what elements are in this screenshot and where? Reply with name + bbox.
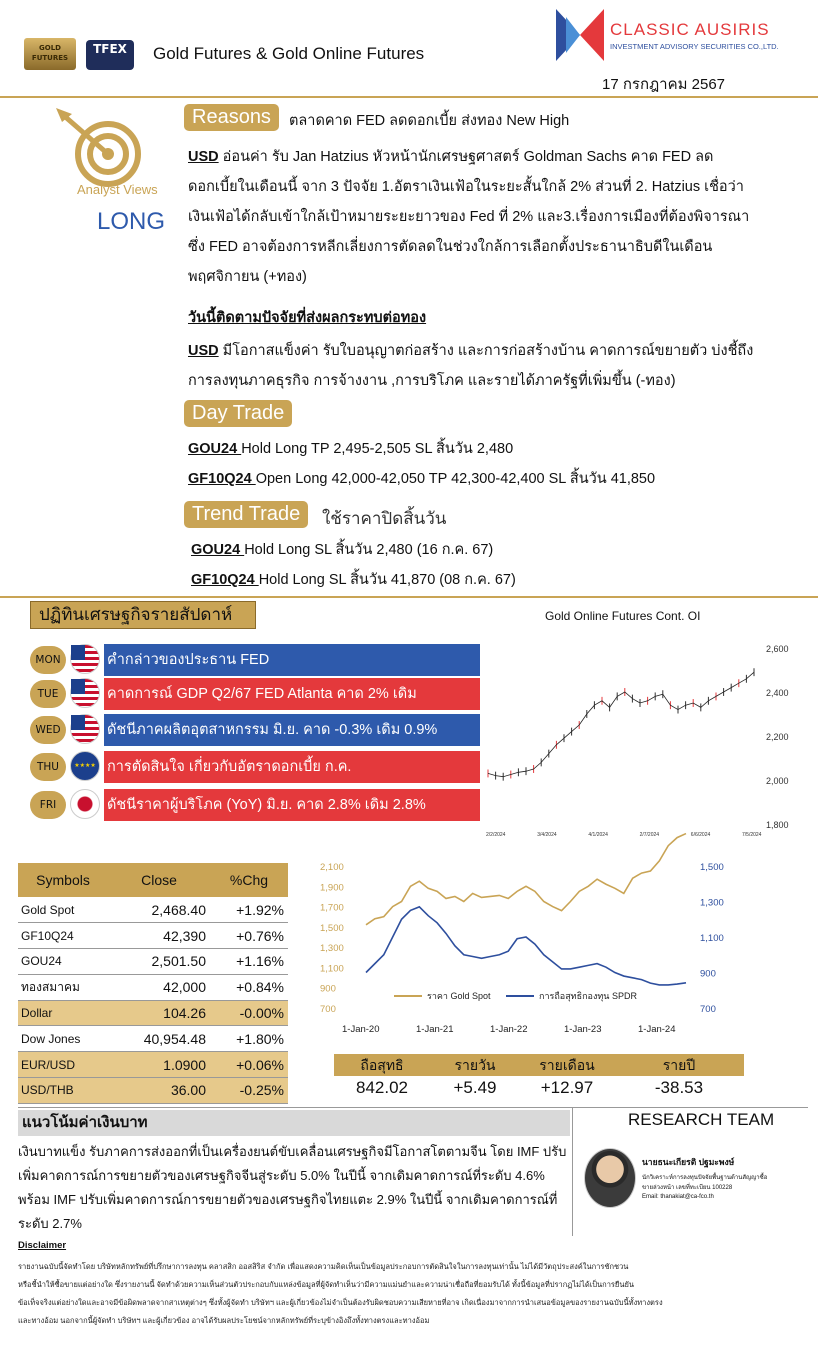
cell-sym: GOU24 xyxy=(18,949,108,975)
target-icon xyxy=(48,108,158,186)
holding-yearly: -38.53 xyxy=(654,1078,704,1097)
eu-flag-icon: ★★★★ xyxy=(70,751,100,781)
calendar-row-thu xyxy=(30,751,480,783)
left-y-tick-label: 2,100 xyxy=(320,862,344,873)
page-title: Gold Futures & Gold Online Futures xyxy=(153,44,425,63)
analyst-line-1: นักวิเคราะห์การลงทุนปัจจัยพื้นฐานด้านสัญญาซื้อ xyxy=(642,1175,768,1181)
trend-trade-item-2: GF10Q24 Hold Long SL สิ้นวัน 41,870 (08 ก.ค. 67) xyxy=(191,572,516,588)
cell-sym: Gold Spot xyxy=(18,897,108,923)
cell-close: 1.0900 xyxy=(108,1052,210,1078)
x-tick-label: 1-Jan-24 xyxy=(638,1024,676,1035)
analyst-views-label: Analyst Views xyxy=(77,182,158,197)
right-y-tick-label: 900 xyxy=(700,968,716,980)
tfex-logo: TFEX xyxy=(86,40,134,70)
spdr-holdings-line xyxy=(366,907,686,985)
cell-chg: +1.92% xyxy=(210,897,288,923)
report-date: 17 กรกฎาคม 2567 xyxy=(602,76,726,93)
trend-trade-item-1: GOU24 Hold Long SL สิ้นวัน 2,480 (16 ก.ค. 67) xyxy=(191,542,494,558)
y-tick-label: 2,600 xyxy=(766,644,789,654)
us-flag-icon xyxy=(70,644,100,674)
cell-close: 104.26 xyxy=(108,1000,210,1026)
cell-sym: GF10Q24 xyxy=(18,923,108,949)
cell-sym: EUR/USD xyxy=(18,1052,108,1078)
table-row xyxy=(18,949,288,975)
cell-close: 2,501.50 xyxy=(108,949,210,975)
today-factors-heading: วันนี้ติดตามปัจจัยที่ส่งผลกระทบต่อทอง xyxy=(188,310,427,326)
company-name: CLASSIC AUSIRIS xyxy=(610,20,770,39)
holding-header-net: ถือสุทธิ xyxy=(334,1054,430,1076)
right-y-tick-label: 1,300 xyxy=(700,897,724,909)
cell-chg: +0.06% xyxy=(210,1052,288,1078)
holding-header-yearly: รายปี xyxy=(614,1054,744,1076)
legend-label: ราคา Gold Spot xyxy=(427,991,491,1001)
left-y-tick-label: 1,100 xyxy=(320,963,344,975)
cell-sym: USD/THB xyxy=(18,1078,108,1104)
research-team-title: RESEARCH TEAM xyxy=(628,1110,775,1129)
cell-close: 42,390 xyxy=(108,923,210,949)
y-tick-label: 2,200 xyxy=(766,732,789,742)
cell-chg: +1.80% xyxy=(210,1026,288,1052)
oi-series-line xyxy=(488,672,754,777)
holding-daily: +5.49 xyxy=(453,1078,497,1097)
day-badge: TUE xyxy=(30,680,66,708)
x-tick-label: 2/7/2024 xyxy=(639,832,660,838)
gold-futures-logo: GOLD FUTURES xyxy=(24,38,76,70)
cell-chg: +1.16% xyxy=(210,949,288,975)
cell-close: 36.00 xyxy=(108,1078,210,1104)
trend-trade-note: ใช้ราคาปิดสิ้นวัน xyxy=(322,509,447,528)
reasons-badge: Reasons xyxy=(184,104,279,131)
holding-header-daily: รายวัน xyxy=(430,1054,520,1076)
calendar-event: การตัดสินใจ เกี่ยวกับอัตราดอกเบี้ย ก.ค. xyxy=(104,751,480,783)
analyst-email: Email: thanakiat@ca-fco.th xyxy=(642,1194,714,1200)
oi-chart-title: Gold Online Futures Cont. OI xyxy=(545,609,701,623)
section-divider xyxy=(0,596,818,598)
day-badge: THU xyxy=(30,753,66,781)
cell-chg: -0.25% xyxy=(210,1078,288,1104)
x-tick-label: 3/4/2024 xyxy=(537,832,557,838)
day-badge: WED xyxy=(30,716,66,744)
calendar-title-box: ปฏิทินเศรษฐกิจรายสัปดาห์ xyxy=(30,601,256,629)
table-row xyxy=(18,1000,288,1026)
right-y-tick-label: 1,500 xyxy=(700,862,724,873)
gold-spot-line xyxy=(366,834,686,925)
left-y-tick-label: 1,500 xyxy=(320,922,344,934)
day-badge: MON xyxy=(30,646,66,674)
cell-chg: +0.76% xyxy=(210,923,288,949)
vertical-divider xyxy=(572,1108,573,1236)
us-flag-icon xyxy=(70,714,100,744)
left-y-tick-label: 1,900 xyxy=(320,882,344,894)
holding-net: 842.02 xyxy=(356,1078,408,1097)
cell-chg: -0.00% xyxy=(210,1000,288,1026)
x-tick-label: 1-Jan-23 xyxy=(564,1024,602,1035)
cell-sym: Dollar xyxy=(18,1000,108,1026)
calendar-event: คำกล่าวของประธาน FED xyxy=(104,644,480,676)
x-tick-label: 1-Jan-22 xyxy=(490,1024,528,1035)
trend-trade-badge: Trend Trade xyxy=(184,501,308,528)
header-divider xyxy=(0,96,818,98)
oi-chart xyxy=(478,630,808,840)
jp-flag-icon xyxy=(70,789,100,819)
table-row xyxy=(18,1026,288,1052)
lower-divider xyxy=(18,1107,808,1108)
cell-close: 40,954.48 xyxy=(108,1026,210,1052)
analyst-view-value: LONG xyxy=(97,208,166,235)
left-y-tick-label: 1,300 xyxy=(320,943,344,955)
y-tick-label: 2,400 xyxy=(766,688,789,698)
calendar-event: ดัชนีภาคผลิตอุตสาหกรรม มิ.ย. คาด -0.3% เดิม 0.9% xyxy=(104,714,480,746)
legend-label: การถือสุทธิกองทุน SPDR xyxy=(539,991,637,1001)
day-badge: FRI xyxy=(30,791,66,819)
x-tick-label: 4/1/2024 xyxy=(588,832,608,838)
usd-keyword: USD xyxy=(188,149,219,165)
usd-keyword-2: USD xyxy=(188,343,219,359)
analyst-name: นายธนะเกียรติ ปฐมะพงษ์ xyxy=(642,1157,735,1167)
disclaimer-title: Disclaimer xyxy=(18,1240,67,1251)
calendar-row-tue xyxy=(30,678,480,710)
day-trade-badge: Day Trade xyxy=(184,400,292,427)
left-y-tick-label: 900 xyxy=(320,983,336,995)
table-row xyxy=(18,923,288,949)
company-logo-icon xyxy=(556,9,604,61)
y-tick-label: 2,000 xyxy=(766,776,789,786)
analyst-line-2: ขายล่วงหน้า เลขที่ทะเบียน 100228 xyxy=(642,1185,733,1191)
x-tick-label: 1-Jan-21 xyxy=(416,1024,454,1035)
calendar-row-wed xyxy=(30,714,480,746)
calendar-row-fri xyxy=(30,789,480,821)
reasons-headline: ตลาดคาด FED ลดดอกเบี้ย ส่งทอง New High xyxy=(289,113,570,129)
calendar-row-mon xyxy=(30,644,480,676)
day-trade-item-2: GF10Q24 Open Long 42,000-42,050 TP 42,300-42,400 SL สิ้นวัน 41,850 xyxy=(188,471,656,487)
analyst-avatar xyxy=(584,1148,636,1208)
table-row xyxy=(18,1078,288,1104)
cell-sym: ทองสมาคม xyxy=(18,974,108,1000)
left-y-tick-label: 1,700 xyxy=(320,902,344,914)
table-row xyxy=(18,897,288,923)
reasons-paragraph-1: USD อ่อนค่า รับ Jan Hatzius หัวหน้านักเศรษฐศาสตร์ Goldman Sachs คาด FED ลด ดอกเบี้ยในเดือนนี้ จาก 3 ปัจจัย 1.อัตราเงินเฟ้อในระยะสั้นใกล้ 2% ส่วนที่ 2. Hatzius เชื่อว่า เงินเฟ้อได้กลับเข้าใกล้เป้าหมายระยะยาวของ Fed ที่ 2% และ3.เรื่องการเมืองที่ต้องพิจารณา ซึ่ง FED อาจต้องการหลีกเลี่ยงการตัดลดในช่วงใกล้การเลือกตั้งประธานาธิบดีในเดือน พฤศจิกายน (+ทอง) xyxy=(188,149,750,285)
cell-sym: Dow Jones xyxy=(18,1026,108,1052)
baht-title-box: แนวโน้มค่าเงินบาท xyxy=(18,1110,570,1136)
table-row xyxy=(18,1052,288,1078)
x-tick-label: 7/5/2024 xyxy=(742,832,762,838)
x-tick-label: 6/6/2024 xyxy=(690,832,711,838)
table-row xyxy=(18,974,288,1000)
x-tick-label: 2/2/2024 xyxy=(486,832,506,838)
company-subtitle: INVESTMENT ADVISORY SECURITIES CO.,LTD. xyxy=(610,42,779,51)
disclaimer-text: รายงานฉบับนี้จัดทำโดย บริษัทหลักทรัพย์ที่ปรึกษาการลงทุน คลาสสิก ออสสิริส จำกัด เพื่อแสดงความคิดเห็นเป็นข้อมูลประกอบการตัดสินใจในการลงทุนเท่านั้น ไม่ได้มีวัตถุประสงค์ในการชักชวน หรือชี้นำให้ซื้อขายแต่อย่างใด ซึ่งรายงานนี้ จัดทำด้วยความเห็นส่วนตัวประกอบกับแหล่งข้อมูลที่ผู้จัดทำเห็นว่ามีความแม่นยำและความน่าเชื่อถือที่ยอมรับได้ ทั้งนี้ข้อมูลที่ปรากฏไม่ได้เป็นการยืนยัน ข้อเท็จจริงแต่อย่างใดและอาจมีข้อผิดพลาดจากสาเหตุต่างๆ ซึ่งทั้งผู้จัดทำ บริษัทฯ และผู้เกี่ยวข้องไม่จำเป็นต้องรับผิดชอบความเสียหายที่อาจ เกิดเนื่องมาจากการนำเสนอข้อมูลของรายงานฉบับนี้ทั้งทางตรง และทางอ้อม นอกจากนี้ผู้จัดทำ บริษัทฯ และผู้เกี่ยวข้อง อาจได้รับผลประโยชน์จากหลักทรัพย์ที่ระบุข้างอิงถึงทั้งทางตรงและทางอ้อม xyxy=(18,1262,663,1325)
gold-spdr-chart xyxy=(316,852,724,1044)
reasons-paragraph-2: USD มีโอกาสแข็งค่า รับใบอนุญาตก่อสร้าง และการก่อสร้างบ้าน คาดการณ์ขยายตัว บ่งชี้ถึง การลงทุนภาคธุรกิจ การจ้างงาน ,การบริโภค และรายได้ภาครัฐที่เพิ่มขึ้น (-ทอง) xyxy=(188,343,754,389)
x-tick-label: 1-Jan-20 xyxy=(342,1024,380,1035)
us-flag-icon xyxy=(70,678,100,708)
symbols-table xyxy=(18,863,288,1104)
right-y-tick-label: 700 xyxy=(700,1004,716,1015)
left-y-tick-label: 700 xyxy=(320,1004,336,1015)
cell-close: 42,000 xyxy=(108,974,210,1000)
holding-header-monthly: รายเดือน xyxy=(520,1054,614,1076)
holding-monthly: +12.97 xyxy=(540,1078,594,1097)
cell-chg: +0.84% xyxy=(210,974,288,1000)
y-tick-label: 1,800 xyxy=(766,820,789,830)
calendar-event: ดัชนีราคาผู้บริโภค (YoY) มิ.ย. คาด 2.8% เดิม 2.8% xyxy=(104,789,480,821)
symbols-table-header: Symbols Close %Chg xyxy=(18,863,288,897)
calendar-event: คาดการณ์ GDP Q2/67 FED Atlanta คาด 2% เดิม xyxy=(104,678,480,710)
baht-paragraph: เงินบาทแข็ง รับภาคการส่งออกที่เป็นเครื่องยนต์ขับเคลื่อนเศรษฐกิจมีโอกาสโตตามจีน โดย IMF ปรับ เพิ่มคาดการณ์การขยายตัวของเศรษฐกิจจีนสู่ระดับ 5.0% ในปีนี้ จากเดิมคาดการณ์ที่ระดับ 4.6% พร้อม IMF ปรับเพิ่มคาดการณ์การขยายตัวของเศรษฐกิจไทยแตะ 2.9% ในปีนี้ จากเดิมคาดการณ์ที่ ระดับ 2.7% xyxy=(18,1144,567,1231)
day-trade-item-1: GOU24 Hold Long TP 2,495-2,505 SL สิ้นวัน 2,480 xyxy=(188,441,514,457)
cell-close: 2,468.40 xyxy=(108,897,210,923)
right-y-tick-label: 1,100 xyxy=(700,933,724,944)
